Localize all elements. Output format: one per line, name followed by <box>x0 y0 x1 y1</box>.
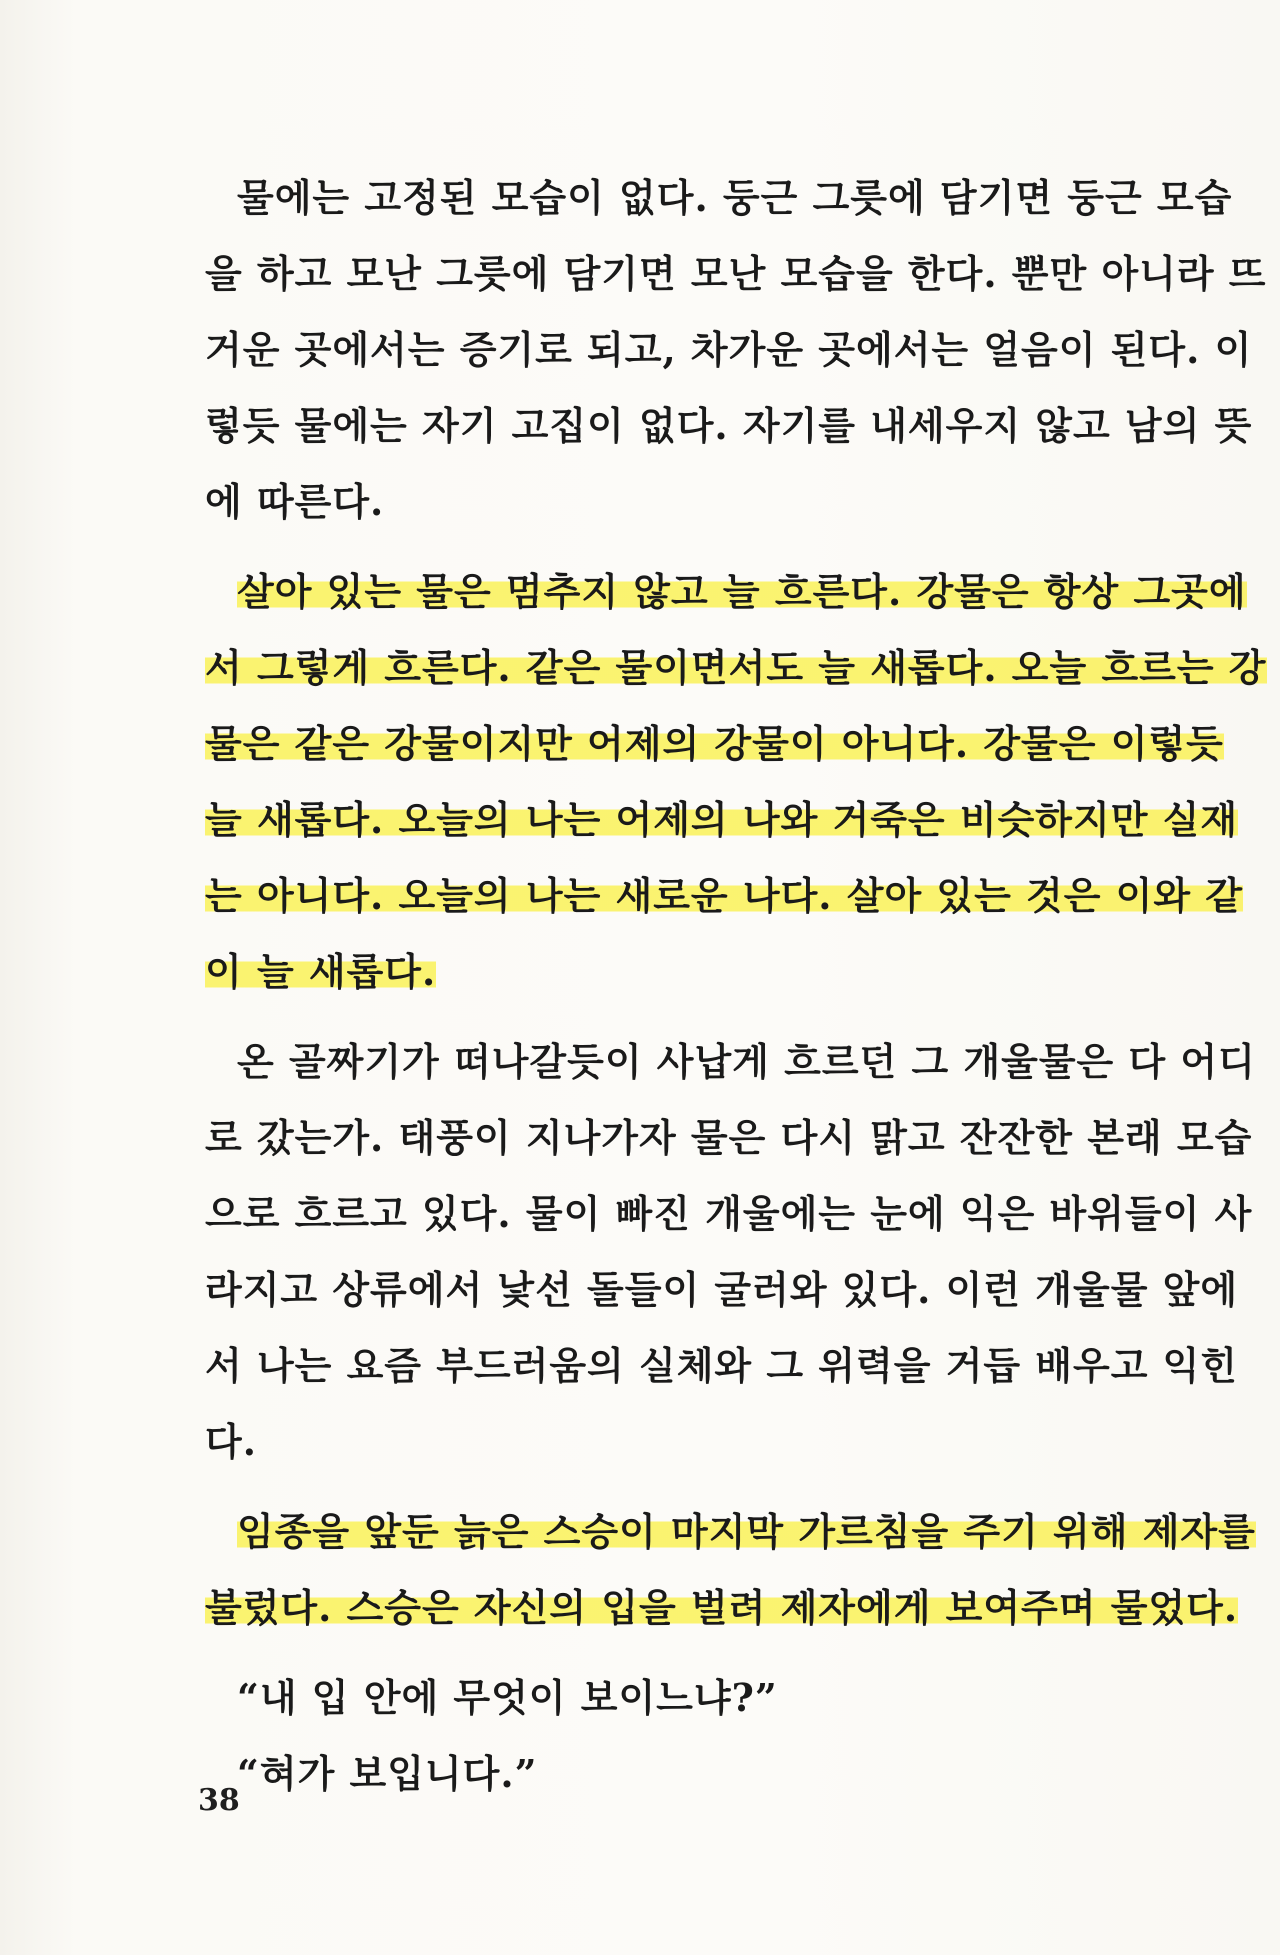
text-line: 으로 흐르고 있다. 물이 빠진 개울에는 눈에 익은 바위들이 사 <box>205 1191 1253 1236</box>
paragraph-3 <box>205 1024 1256 1480</box>
text-line <box>205 934 1160 1010</box>
text-line <box>205 554 1247 630</box>
paragraph-1 <box>205 160 1267 540</box>
highlighted-text: 늘 새롭다. 오늘의 나는 어제의 나와 거죽은 비슷하지만 실재 <box>205 797 1239 842</box>
text-line: 서 나는 요즘 부드러움의 실체와 그 위력을 거듭 배우고 익힌 <box>205 1343 1239 1388</box>
text-line <box>205 706 1224 782</box>
text-line <box>205 1494 1256 1570</box>
text-line <box>205 858 1244 934</box>
text-line: “내 입 안에 무엇이 보이느냐?” <box>237 1675 778 1720</box>
text-line: 온 골짜기가 떠나갈듯이 사납게 흐르던 그 개울물은 다 어디 <box>237 1039 1256 1084</box>
text-line: 렇듯 물에는 자기 고집이 없다. 자기를 내세우지 않고 남의 뜻 <box>205 403 1253 448</box>
highlighted-text: 는 아니다. 오늘의 나는 새로운 나다. 살아 있는 것은 이와 같 <box>205 873 1244 918</box>
highlighted-text: 물은 같은 강물이지만 어제의 강물이 아니다. 강물은 이렇듯 <box>205 721 1224 766</box>
text-line: 다. <box>205 1419 257 1464</box>
text-line: 에 따른다. <box>205 479 385 524</box>
page-number: 38 <box>198 1783 240 1818</box>
text-line: 로 갔는가. 태풍이 지나가자 물은 다시 맑고 잔잔한 본래 모습 <box>205 1115 1253 1160</box>
highlighted-text: 서 그렇게 흐른다. 같은 물이면서도 늘 새롭다. 오늘 흐르는 강 <box>205 645 1267 690</box>
text-line <box>205 630 1267 706</box>
dialogue-question <box>205 1660 1160 1736</box>
text-line <box>205 782 1239 858</box>
text-line <box>205 1570 1239 1646</box>
body-text <box>205 160 1267 1826</box>
text-line: 라지고 상류에서 낯선 돌들이 굴러와 있다. 이런 개울물 앞에 <box>205 1267 1239 1312</box>
highlighted-text: 살아 있는 물은 멈추지 않고 늘 흐른다. 강물은 항상 그곳에 <box>237 569 1247 614</box>
highlighted-text: 이 늘 새롭다. <box>205 949 437 994</box>
text-line: 물에는 고정된 모습이 없다. 둥근 그릇에 담기면 둥근 모습 <box>237 175 1233 220</box>
text-line: 거운 곳에서는 증기로 되고, 차가운 곳에서는 얼음이 된다. 이 <box>205 327 1253 372</box>
paragraph-2 <box>205 554 1267 1010</box>
highlighted-text: 임종을 앞둔 늙은 스승이 마지막 가르침을 주기 위해 제자를 <box>237 1509 1256 1554</box>
dialogue-answer <box>205 1736 1160 1812</box>
text-line: 을 하고 모난 그릇에 담기면 모난 모습을 한다. 뿐만 아니라 뜨 <box>205 251 1267 296</box>
text-line: “혀가 보입니다.” <box>237 1751 538 1796</box>
highlighted-text: 불렀다. 스승은 자신의 입을 벌려 제자에게 보여주며 물었다. <box>205 1585 1239 1630</box>
paragraph-4 <box>205 1494 1256 1646</box>
